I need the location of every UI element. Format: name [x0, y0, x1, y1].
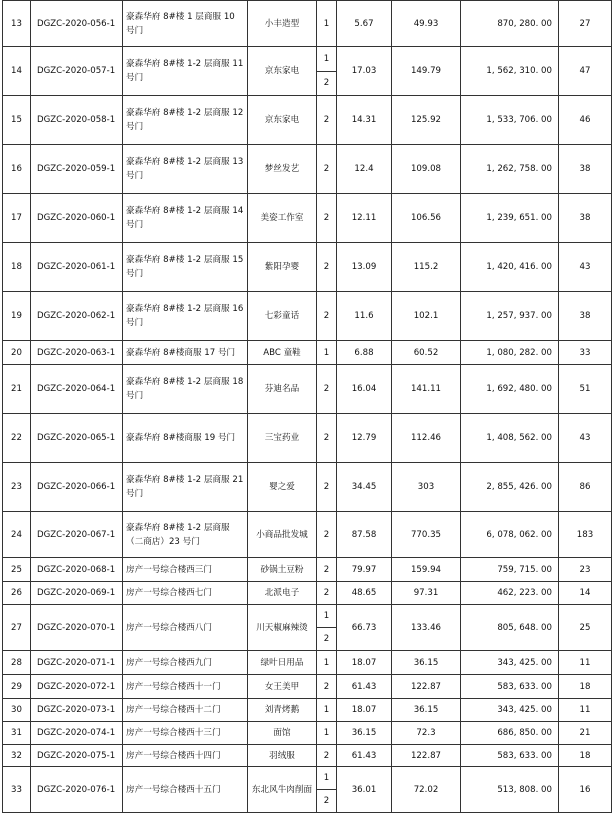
rent-value: 36.15 [392, 699, 461, 722]
rent-value: 60.52 [392, 341, 461, 365]
table-row [3, 194, 612, 243]
area-value: 36.01 [337, 767, 392, 813]
shop-name: 紫阳孕婴 [248, 243, 317, 292]
rent-value: 133.46 [392, 605, 461, 651]
rent-value: 159.94 [392, 558, 461, 582]
contract-code: DGZC-2020-070-1 [31, 605, 123, 651]
months-value: 25 [559, 605, 612, 651]
area-value: 11.6 [337, 292, 392, 341]
table-row [3, 512, 612, 558]
shop-name: 绿叶日用品 [248, 651, 317, 675]
floor-count-split [317, 47, 337, 96]
amount-value: 583, 633. 00 [461, 745, 559, 767]
row-number: 13 [3, 1, 31, 47]
shop-name: 砂锅土豆粉 [248, 558, 317, 582]
rent-value: 97.31 [392, 582, 461, 605]
row-number: 14 [3, 47, 31, 96]
row-number: 25 [3, 558, 31, 582]
amount-value: 583, 633. 00 [461, 675, 559, 699]
table-row [3, 463, 612, 512]
floor-count: 2 [317, 365, 337, 414]
contract-code: DGZC-2020-067-1 [31, 512, 123, 558]
property-location: 豪森华府 8#楼 1-2 层商服 13 号门 [123, 145, 248, 194]
rent-value: 125.92 [392, 96, 461, 145]
months-value: 38 [559, 194, 612, 243]
area-value: 5.67 [337, 1, 392, 47]
shop-name: 小商品批发城 [248, 512, 317, 558]
floor-count: 2 [317, 675, 337, 699]
amount-value: 1, 420, 416. 00 [461, 243, 559, 292]
contract-code: DGZC-2020-059-1 [31, 145, 123, 194]
amount-value: 759, 715. 00 [461, 558, 559, 582]
months-value: 14 [559, 582, 612, 605]
rent-value: 72.02 [392, 767, 461, 813]
property-location: 房产一号综合楼西十二门 [123, 699, 248, 722]
row-number: 32 [3, 745, 31, 767]
contract-code: DGZC-2020-074-1 [31, 722, 123, 745]
property-location: 房产一号综合楼西十四门 [123, 745, 248, 767]
table-row [3, 365, 612, 414]
contract-code: DGZC-2020-065-1 [31, 414, 123, 463]
rent-value: 102.1 [392, 292, 461, 341]
property-location: 豪森华府 8#楼 1-2 层商服 12 号门 [123, 96, 248, 145]
table-body [3, 1, 612, 813]
floor-count: 2 [323, 796, 330, 806]
months-value: 46 [559, 96, 612, 145]
months-value: 33 [559, 341, 612, 365]
contract-code: DGZC-2020-056-1 [31, 1, 123, 47]
area-value: 18.07 [337, 651, 392, 675]
area-value: 6.88 [337, 341, 392, 365]
area-value: 66.73 [337, 605, 392, 651]
floor-count: 2 [317, 96, 337, 145]
amount-value: 805, 648. 00 [461, 605, 559, 651]
floor-count: 1 [317, 605, 336, 628]
floor-count: 2 [317, 414, 337, 463]
property-location: 房产一号综合楼西九门 [123, 651, 248, 675]
rent-value: 770.35 [392, 512, 461, 558]
table-row [3, 722, 612, 745]
floor-count: 1 [317, 1, 337, 47]
contract-code: DGZC-2020-061-1 [31, 243, 123, 292]
rent-value: 112.46 [392, 414, 461, 463]
floor-count: 2 [317, 243, 337, 292]
floor-count: 2 [317, 558, 337, 582]
months-value: 47 [559, 47, 612, 96]
table-row [3, 605, 612, 651]
shop-name: 面馆 [248, 722, 317, 745]
property-location: 豪森华府 8#楼 1-2 层商服 18 号门 [123, 365, 248, 414]
area-value: 87.58 [337, 512, 392, 558]
amount-value: 1, 257, 937. 00 [461, 292, 559, 341]
rent-value: 122.87 [392, 675, 461, 699]
rent-value: 122.87 [392, 745, 461, 767]
row-number: 28 [3, 651, 31, 675]
months-value: 18 [559, 675, 612, 699]
property-location: 豪森华府 8#楼 1-2 层商服 16 号门 [123, 292, 248, 341]
row-number: 19 [3, 292, 31, 341]
shop-name: 美姿工作室 [248, 194, 317, 243]
floor-count: 2 [323, 78, 330, 89]
months-value: 38 [559, 145, 612, 194]
months-value: 43 [559, 243, 612, 292]
row-number: 29 [3, 675, 31, 699]
contract-code: DGZC-2020-069-1 [31, 582, 123, 605]
months-value: 183 [559, 512, 612, 558]
months-value: 27 [559, 1, 612, 47]
contract-code: DGZC-2020-075-1 [31, 745, 123, 767]
table-row [3, 745, 612, 767]
property-location: 房产一号综合楼西七门 [123, 582, 248, 605]
table-row [3, 243, 612, 292]
shop-lease-table [2, 0, 612, 813]
amount-value: 6, 078, 062. 00 [461, 512, 559, 558]
rent-value: 49.93 [392, 1, 461, 47]
floor-count: 1 [317, 699, 337, 722]
area-value: 79.97 [337, 558, 392, 582]
months-value: 86 [559, 463, 612, 512]
amount-value: 1, 080, 282. 00 [461, 341, 559, 365]
floor-count: 2 [317, 512, 337, 558]
contract-code: DGZC-2020-057-1 [31, 47, 123, 96]
floor-count: 2 [317, 463, 337, 512]
months-value: 16 [559, 767, 612, 813]
contract-code: DGZC-2020-064-1 [31, 365, 123, 414]
floor-count: 1 [317, 767, 336, 790]
floor-count: 1 [317, 651, 337, 675]
row-number: 24 [3, 512, 31, 558]
shop-name: 婴之爱 [248, 463, 317, 512]
shop-name: ABC 童鞋 [248, 341, 317, 365]
amount-value: 1, 562, 310. 00 [461, 47, 559, 96]
months-value: 51 [559, 365, 612, 414]
row-number: 21 [3, 365, 31, 414]
property-location: 房产一号综合楼西十三门 [123, 722, 248, 745]
amount-value: 1, 262, 758. 00 [461, 145, 559, 194]
shop-name: 羽绒服 [248, 745, 317, 767]
amount-value: 343, 425. 00 [461, 651, 559, 675]
table-row [3, 96, 612, 145]
table-row [3, 414, 612, 463]
row-number: 31 [3, 722, 31, 745]
table-row [3, 767, 612, 813]
shop-name: 三宝药业 [248, 414, 317, 463]
months-value: 23 [559, 558, 612, 582]
table-row [3, 47, 612, 96]
shop-name: 七彩童话 [248, 292, 317, 341]
shop-name: 梦丝发艺 [248, 145, 317, 194]
row-number: 33 [3, 767, 31, 813]
property-location: 豪森华府 8#楼商服 17 号门 [123, 341, 248, 365]
shop-name: 川天椒麻辣烫 [248, 605, 317, 651]
amount-value: 1, 533, 706. 00 [461, 96, 559, 145]
table-row [3, 292, 612, 341]
floor-count: 2 [317, 145, 337, 194]
floor-count: 2 [317, 194, 337, 243]
floor-count: 2 [317, 582, 337, 605]
property-location: 豪森华府 8#楼 1 层商服 10 号门 [123, 1, 248, 47]
floor-count: 2 [317, 745, 337, 767]
property-location: 房产一号综合楼西三门 [123, 558, 248, 582]
shop-name: 女王美甲 [248, 675, 317, 699]
shop-name: 东北风牛肉削面 [248, 767, 317, 813]
property-location: 豪森华府 8#楼 1-2 层商服 11 号门 [123, 47, 248, 96]
rent-value: 149.79 [392, 47, 461, 96]
rent-value: 106.56 [392, 194, 461, 243]
floor-count: 1 [317, 47, 336, 72]
months-value: 38 [559, 292, 612, 341]
area-value: 14.31 [337, 96, 392, 145]
table-row [3, 582, 612, 605]
amount-value: 1, 408, 562. 00 [461, 414, 559, 463]
months-value: 21 [559, 722, 612, 745]
table-row [3, 675, 612, 699]
property-location: 豪森华府 8#楼 1-2 层商服 21 号门 [123, 463, 248, 512]
row-number: 16 [3, 145, 31, 194]
row-number: 20 [3, 341, 31, 365]
area-value: 61.43 [337, 745, 392, 767]
rent-value: 115.2 [392, 243, 461, 292]
shop-name: 京东家电 [248, 96, 317, 145]
contract-code: DGZC-2020-072-1 [31, 675, 123, 699]
amount-value: 462, 223. 00 [461, 582, 559, 605]
row-number: 18 [3, 243, 31, 292]
property-location: 豪森华府 8#楼 1-2 层商服 15 号门 [123, 243, 248, 292]
amount-value: 2, 855, 426. 00 [461, 463, 559, 512]
area-value: 36.15 [337, 722, 392, 745]
area-value: 16.04 [337, 365, 392, 414]
months-value: 18 [559, 745, 612, 767]
table-row [3, 651, 612, 675]
rent-value: 72.3 [392, 722, 461, 745]
months-value: 11 [559, 699, 612, 722]
area-value: 61.43 [337, 675, 392, 699]
amount-value: 1, 692, 480. 00 [461, 365, 559, 414]
area-value: 12.4 [337, 145, 392, 194]
row-number: 15 [3, 96, 31, 145]
contract-code: DGZC-2020-071-1 [31, 651, 123, 675]
row-number: 22 [3, 414, 31, 463]
rent-value: 36.15 [392, 651, 461, 675]
months-value: 43 [559, 414, 612, 463]
floor-count-split [317, 767, 337, 813]
amount-value: 513, 808. 00 [461, 767, 559, 813]
shop-name: 北派电子 [248, 582, 317, 605]
area-value: 48.65 [337, 582, 392, 605]
months-value: 11 [559, 651, 612, 675]
floor-count: 2 [323, 634, 330, 644]
property-location: 豪森华府 8#楼 1-2 层商服（二商店）23 号门 [123, 512, 248, 558]
amount-value: 686, 850. 00 [461, 722, 559, 745]
property-location: 房产一号综合楼西十一门 [123, 675, 248, 699]
table-row [3, 699, 612, 722]
amount-value: 343, 425. 00 [461, 699, 559, 722]
shop-name: 芬迪名品 [248, 365, 317, 414]
row-number: 23 [3, 463, 31, 512]
area-value: 13.09 [337, 243, 392, 292]
rent-value: 303 [392, 463, 461, 512]
floor-count: 1 [317, 722, 337, 745]
rent-value: 141.11 [392, 365, 461, 414]
table-row [3, 1, 612, 47]
amount-value: 1, 239, 651. 00 [461, 194, 559, 243]
area-value: 18.07 [337, 699, 392, 722]
property-location: 豪森华府 8#楼商服 19 号门 [123, 414, 248, 463]
area-value: 34.45 [337, 463, 392, 512]
floor-count: 2 [317, 292, 337, 341]
shop-name: 小丰造型 [248, 1, 317, 47]
floor-count-split [317, 605, 337, 651]
row-number: 30 [3, 699, 31, 722]
table-row [3, 558, 612, 582]
table-row [3, 341, 612, 365]
rent-value: 109.08 [392, 145, 461, 194]
area-value: 17.03 [337, 47, 392, 96]
contract-code: DGZC-2020-058-1 [31, 96, 123, 145]
contract-code: DGZC-2020-076-1 [31, 767, 123, 813]
contract-code: DGZC-2020-066-1 [31, 463, 123, 512]
contract-code: DGZC-2020-063-1 [31, 341, 123, 365]
floor-count: 1 [317, 341, 337, 365]
contract-code: DGZC-2020-073-1 [31, 699, 123, 722]
shop-name: 京东家电 [248, 47, 317, 96]
property-location: 房产一号综合楼西八门 [123, 605, 248, 651]
shop-name: 刘青烤鹅 [248, 699, 317, 722]
area-value: 12.11 [337, 194, 392, 243]
area-value: 12.79 [337, 414, 392, 463]
contract-code: DGZC-2020-062-1 [31, 292, 123, 341]
contract-code: DGZC-2020-068-1 [31, 558, 123, 582]
contract-code: DGZC-2020-060-1 [31, 194, 123, 243]
property-location: 豪森华府 8#楼 1-2 层商服 14 号门 [123, 194, 248, 243]
row-number: 17 [3, 194, 31, 243]
property-location: 房产一号综合楼西十五门 [123, 767, 248, 813]
row-number: 27 [3, 605, 31, 651]
table-row [3, 145, 612, 194]
amount-value: 870, 280. 00 [461, 1, 559, 47]
row-number: 26 [3, 582, 31, 605]
